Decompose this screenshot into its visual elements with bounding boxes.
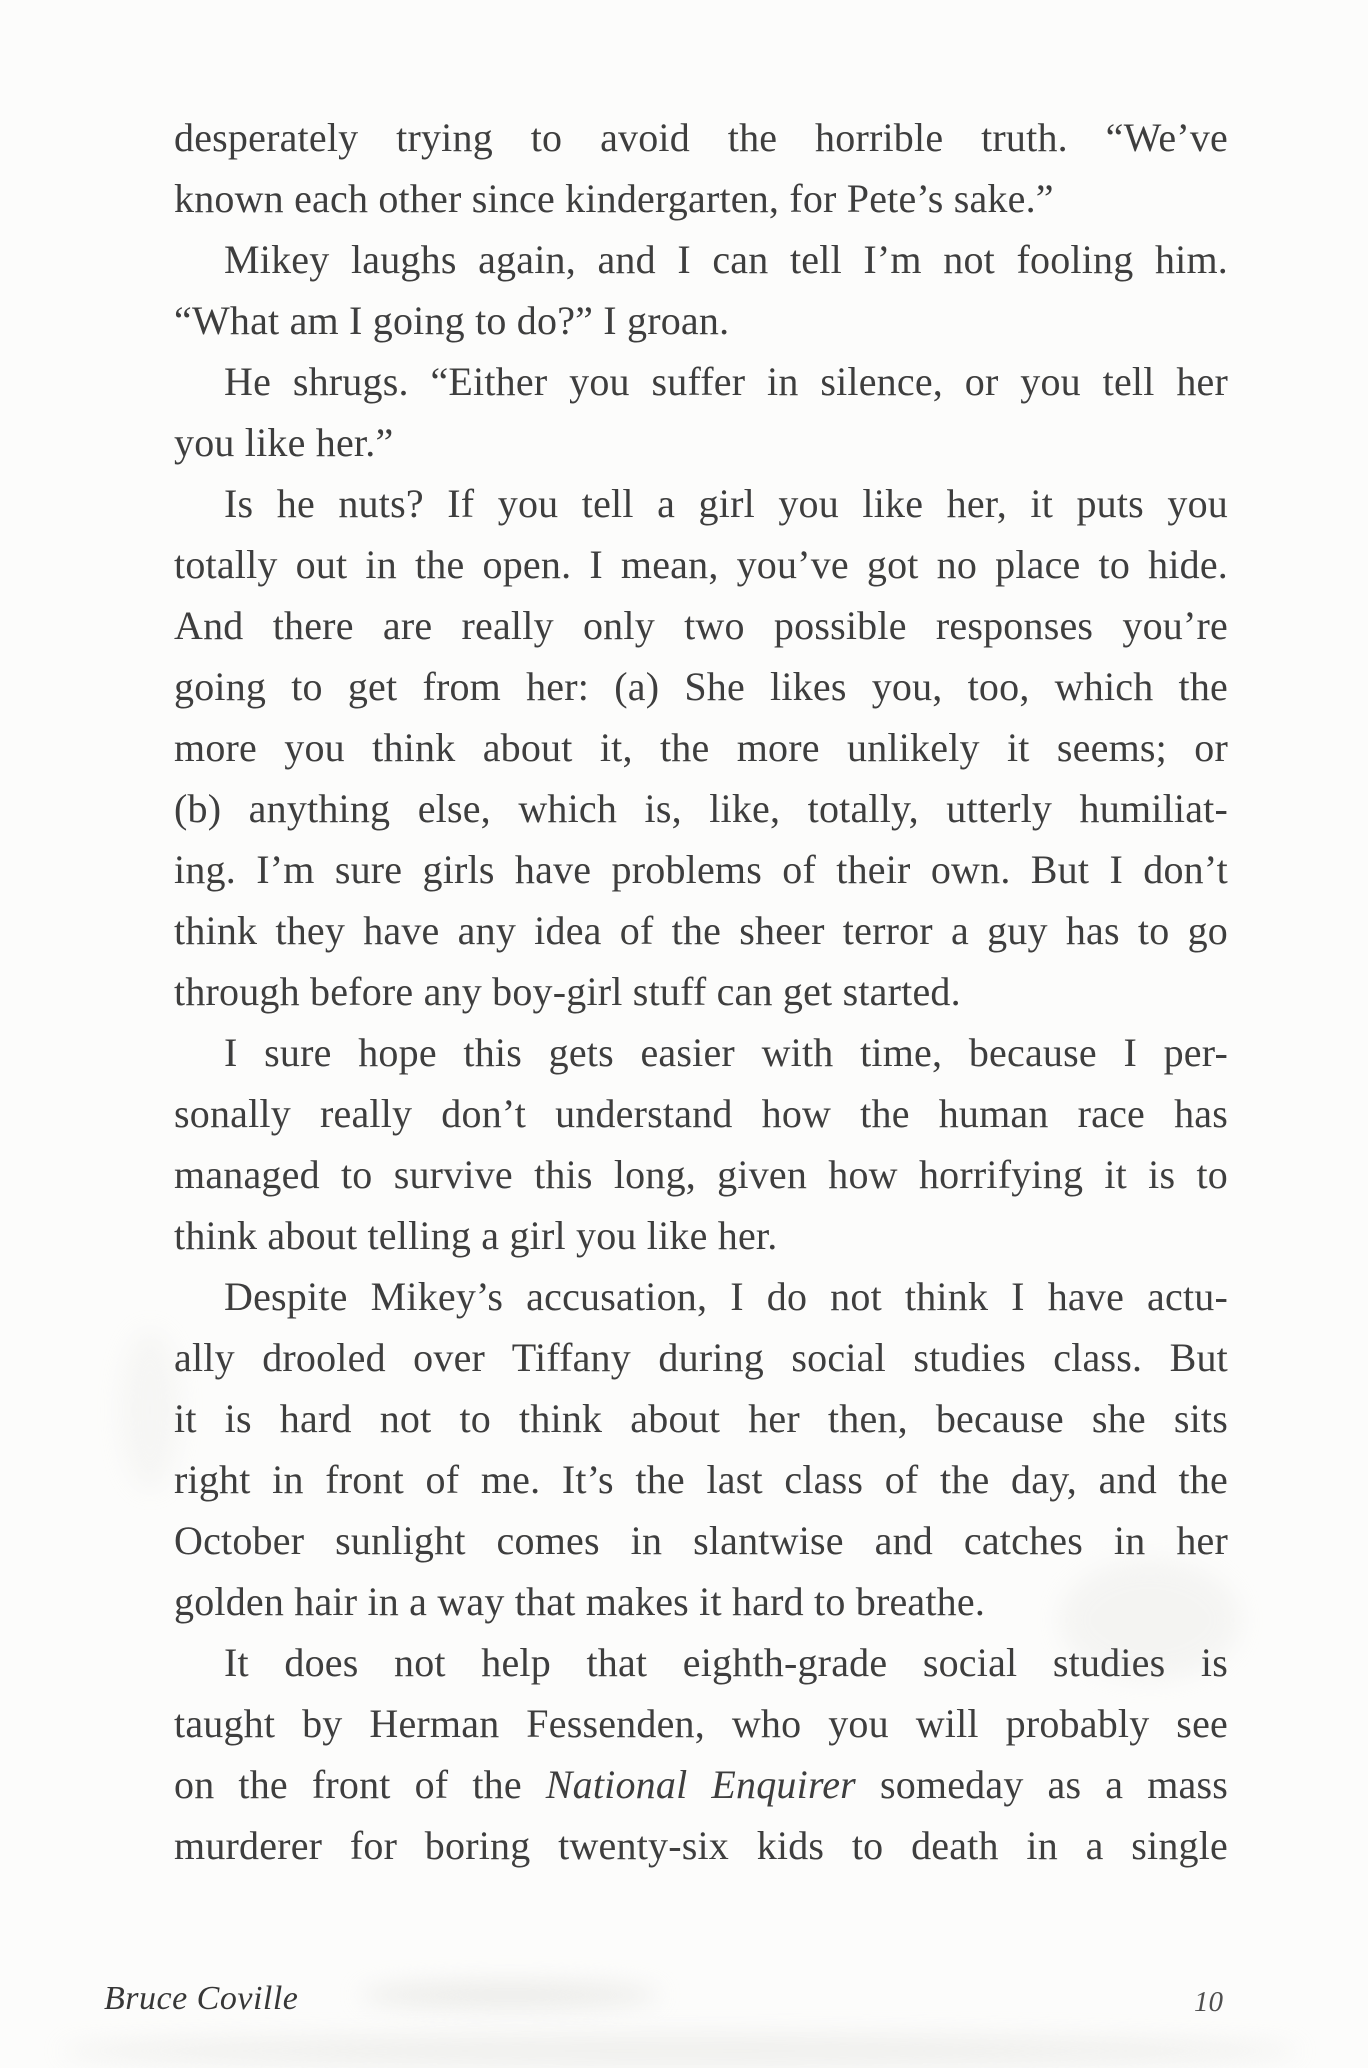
text-block <box>174 107 1228 1876</box>
text-line: ally drooled over Tiffany during social studies class. But <box>174 1335 1228 1380</box>
text-line: totally out in the open. I mean, you’ve got no place to hide. <box>174 542 1228 587</box>
text-line: Mikey laughs again, and I can tell I’m not fooling him. <box>224 237 1228 282</box>
italic-text: National Enquirer <box>545 1762 856 1807</box>
text-line: murderer for boring twenty-six kids to death in a single <box>174 1823 1228 1868</box>
text-line: And there are really only two possible responses you’re <box>174 603 1228 648</box>
text-line: He shrugs. “Either you suffer in silence, or you tell her <box>224 359 1228 404</box>
text-line: desperately trying to avoid the horrible truth. “We’ve <box>174 115 1228 160</box>
text-line: sonally really don’t understand how the human race has <box>174 1091 1228 1136</box>
text-line: October sunlight comes in slantwise and catches in her <box>174 1518 1228 1563</box>
footer-page-number: 10 <box>1194 1986 1223 2018</box>
text-line: more you think about it, the more unlikely it seems; or <box>174 725 1228 770</box>
text-line: think they have any idea of the sheer terror a guy has to go <box>174 908 1228 953</box>
text-line: managed to survive this long, given how horrifying it is to <box>174 1152 1228 1197</box>
text-line: you like her.” <box>174 420 394 465</box>
scan-smudge <box>360 1982 660 2008</box>
text-line: right in front of me. It’s the last class of the day, and the <box>174 1457 1228 1502</box>
text-line: “What am I going to do?” I groan. <box>174 298 730 343</box>
text-line: going to get from her: (a) She likes you, too, which the <box>174 664 1228 709</box>
text-line: It does not help that eighth-grade social studies is <box>224 1640 1228 1685</box>
footer-author: Bruce Coville <box>104 1980 299 2017</box>
text-line: I sure hope this gets easier with time, because I per- <box>224 1030 1228 1075</box>
text-line: (b) anything else, which is, like, totally, utterly humiliat- <box>174 786 1228 831</box>
text-line: Despite Mikey’s accusation, I do not think I have actu- <box>224 1274 1228 1319</box>
text-line: it is hard not to think about her then, because she sits <box>174 1396 1228 1441</box>
scan-smudge <box>60 2034 1300 2068</box>
text-line: ing. I’m sure girls have problems of their own. But I don’t <box>174 847 1228 892</box>
text-line: think about telling a girl you like her. <box>174 1213 778 1258</box>
text-line: Is he nuts? If you tell a girl you like her, it puts you <box>224 481 1228 526</box>
text-line: through before any boy-girl stuff can get started. <box>174 969 961 1014</box>
text-line: on the front of the National Enquirer someday as a mass <box>174 1762 1228 1807</box>
scan-smudge <box>120 1330 180 1490</box>
text-line: golden hair in a way that makes it hard to breathe. <box>174 1579 986 1624</box>
text-line: taught by Herman Fessenden, who you will probably see <box>174 1701 1228 1746</box>
text-line: known each other since kindergarten, for Pete’s sake.” <box>174 176 1054 221</box>
